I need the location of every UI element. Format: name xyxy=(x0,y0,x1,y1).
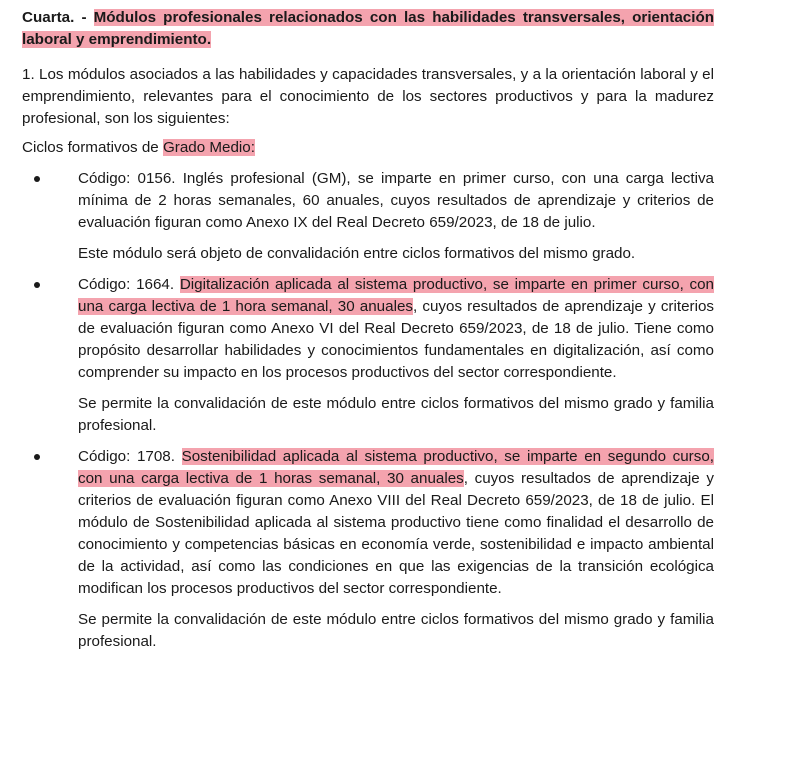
item-text: Código: 0156. Inglés profesional (GM), se imparte en primer curso, con una carga lectiva mínima de 2 horas semanales, 60 anuales, cuyos resultados de aprendizaje y criterios de evaluación figuran como Anexo IX del Real Decreto 659/2023, de 18 de julio. xyxy=(78,170,714,231)
heading-prefix: Cuarta. - xyxy=(22,9,94,26)
ciclos-prefix: Ciclos formativos de xyxy=(22,139,163,156)
heading-highlight: Módulos profesionales relacionados con las habilidades transversales, orientación laboral y emprendimiento. xyxy=(22,9,714,48)
item-highlight: Digitalización aplicada al sistema productivo, se imparte en primer curso, con una carga lectiva de 1 hora semanal, 30 anuales xyxy=(78,276,714,315)
item-text-after: , cuyos resultados de aprendizaje y criterios de evaluación figuran como Anexo VI del Real Decreto 659/2023, de 18 de julio. Tiene como propósito desarrollar habilidades y conocimientos fundamentales en digitalización, así como comprender su impacto en los procesos productivos del sector correspondiente. xyxy=(78,298,715,381)
list-item xyxy=(22,446,714,653)
module-list xyxy=(22,168,714,653)
item-note: Se permite la convalidación de este módulo entre ciclos formativos del mismo grado y familia profesional. xyxy=(78,611,714,650)
item-note: Este módulo será objeto de convalidación entre ciclos formativos del mismo grado. xyxy=(78,245,636,262)
ciclos-highlight: Grado Medio: xyxy=(162,139,255,156)
item-note: Se permite la convalidación de este módulo entre ciclos formativos del mismo grado y familia profesional. xyxy=(78,395,714,434)
item-text: Código: 1664. xyxy=(78,276,180,293)
section-heading xyxy=(22,7,714,51)
list-item xyxy=(22,168,714,265)
list-item xyxy=(22,274,714,437)
item-text-after: , cuyos resultados de aprendizaje y criterios de evaluación figuran como Anexo VIII del Real Decreto 659/2023, de 18 de julio. El módulo de Sostenibilidad aplicada al sistema productivo tiene como finalidad el desarrollo de conocimiento y competencias básicas en economía verde, sostenibilidad e impacto ambiental de la actividad, así como las condiciones en que las exigencias de la transición ecológica modifican los procesos productivos del sector correspondiente. xyxy=(78,470,714,597)
bullet-icon xyxy=(34,282,40,288)
intro-paragraph: 1. Los módulos asociados a las habilidades y capacidades transversales, y a la orientación laboral y el emprendimiento, relevantes para el conocimiento de los sectores productivos y para la madurez profesional, son los siguientes: xyxy=(22,66,714,127)
item-body xyxy=(78,274,714,384)
item-body xyxy=(78,168,714,234)
item-highlight: Sostenibilidad aplicada al sistema productivo, se imparte en segundo curso, con una carga lectiva de 1 horas semanal, 30 anuales xyxy=(78,448,715,487)
bullet-icon xyxy=(34,454,40,460)
document-page xyxy=(22,7,714,653)
item-body xyxy=(78,446,714,600)
bullet-icon xyxy=(34,176,40,182)
ciclos-line xyxy=(22,137,714,159)
item-text: Código: 1708. xyxy=(78,448,182,465)
